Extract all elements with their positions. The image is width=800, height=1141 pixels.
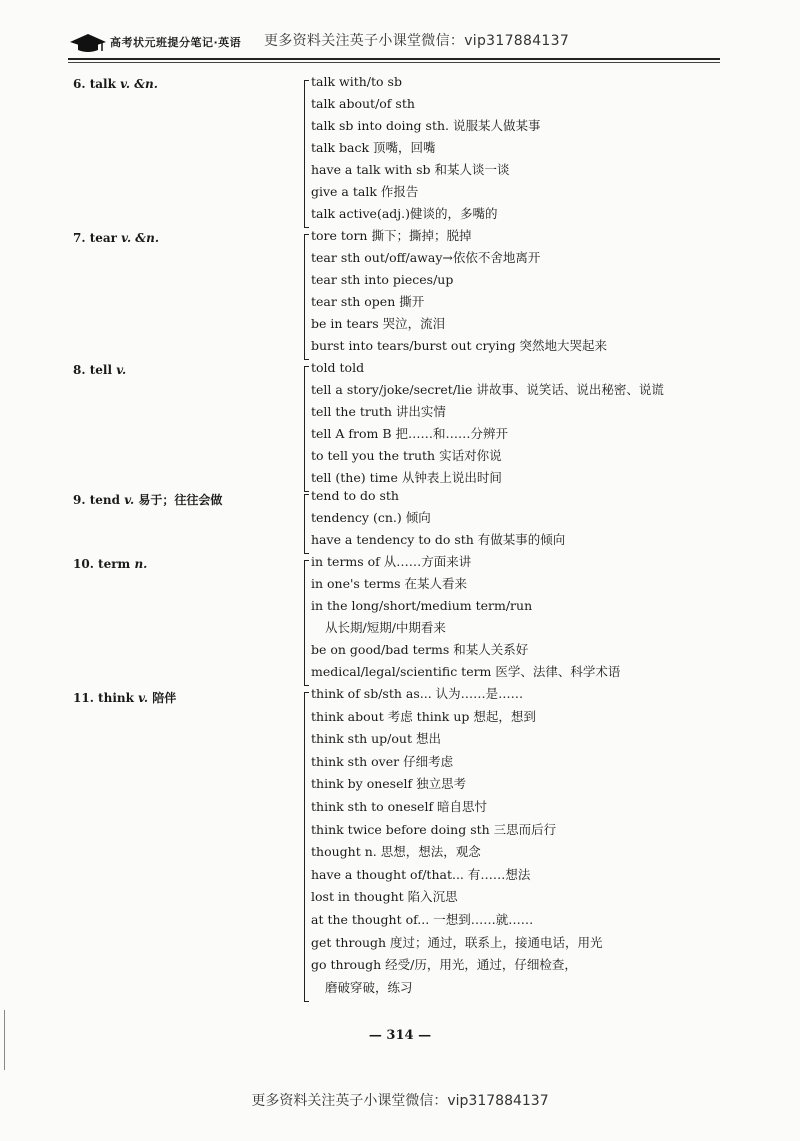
page-number: — 314 — — [368, 1028, 432, 1043]
headword-text: 7. tear — [73, 231, 117, 245]
headword-gloss: 易于；往往会做 — [138, 493, 223, 507]
phrase-line: be in tears 哭泣，流泪 — [311, 316, 446, 331]
phrase-line: think twice before doing sth 三思而后行 — [311, 821, 557, 837]
page-header — [68, 28, 728, 58]
header-divider — [68, 58, 720, 60]
phrase-line: think sth up/out 想出 — [311, 731, 441, 747]
phrase-line: told told — [311, 360, 365, 375]
phrase-line: think by oneself 独立思考 — [311, 776, 467, 792]
phrase-line: get through 度过；通过，联系上，接通电话，用光 — [311, 934, 603, 950]
phrase-line: tendency (cn.) 倾向 — [311, 510, 431, 525]
phrase-line: burst into tears/burst out crying 突然地大哭起来 — [311, 338, 608, 353]
phrase-line: have a tendency to do sth 有做某事的倾向 — [311, 532, 566, 547]
phrase-line: talk with/to sb — [311, 74, 402, 89]
phrase-line: talk back 顶嘴，回嘴 — [311, 140, 436, 155]
phrase-line: think about 考虑 think up 想起，想到 — [311, 708, 536, 724]
phrase-line: tear sth out/off/away→依依不舍地离开 — [311, 250, 541, 265]
phrase-line: be on good/bad terms 和某人关系好 — [311, 642, 529, 657]
headword-gloss: 陪伴 — [152, 691, 177, 705]
part-of-speech: n. — [134, 557, 148, 571]
headword-text: 11. think — [73, 691, 134, 705]
phrase-line: talk about/of sth — [311, 96, 415, 111]
phrase-line: at the thought of... 一想到……就…… — [311, 912, 534, 927]
margin-mark — [4, 1010, 5, 1070]
phrase-line: tear sth into pieces/up — [311, 272, 454, 287]
headword-text: 6. talk — [73, 77, 116, 91]
phrase-line: medical/legal/scientific term 医学、法律、科学术语 — [311, 664, 621, 679]
headword — [73, 231, 159, 245]
phrase-line: think sth to oneself 暗自思忖 — [311, 799, 488, 814]
phrase-line: tell A from B 把……和……分辨开 — [311, 426, 509, 441]
headword-text: 8. tell — [73, 363, 112, 377]
headword-text: 9. tend — [73, 493, 120, 507]
curly-brace — [304, 693, 311, 1001]
part-of-speech: v. — [124, 493, 135, 507]
phrase-line: go through 经受/历，用光，通过，仔细检查， — [311, 957, 577, 973]
phrase-line: have a thought of/that... 有……想法 — [311, 866, 531, 882]
graduation-cap-logo-icon — [68, 30, 108, 52]
phrase-line: to tell you the truth 实话对你说 — [311, 448, 502, 463]
part-of-speech: v. — [116, 363, 127, 377]
phrase-line: give a talk 作报告 — [311, 184, 419, 199]
header-watermark: 更多资料关注英子小课堂微信：vip317884137 — [264, 33, 570, 49]
headword — [73, 363, 126, 377]
curly-brace — [304, 81, 311, 227]
phrase-line: tend to do sth — [311, 488, 399, 503]
phrase-line: think of sb/sth as... 认为……是…… — [311, 686, 524, 701]
phrase-line: tore torn 撕下；撕掉；脱掉 — [311, 228, 472, 243]
phrase-line: in one's terms 在某人看来 — [311, 576, 467, 591]
book-title: 高考状元班提分笔记·英语 — [110, 36, 242, 49]
phrase-line: have a talk with sb 和某人谈一谈 — [311, 162, 510, 177]
part-of-speech: v. &n. — [121, 231, 160, 245]
header-divider-thin — [68, 62, 720, 63]
phrase-line: talk active(adj.)健谈的，多嘴的 — [311, 206, 498, 221]
phrase-line: tell the truth 讲出实情 — [311, 404, 446, 419]
curly-brace — [304, 561, 311, 685]
phrase-line: talk sb into doing sth. 说服某人做某事 — [311, 118, 541, 133]
phrase-line: lost in thought 陷入沉思 — [311, 889, 458, 905]
footer-watermark: 更多资料关注英子小课堂微信：vip317884137 — [251, 1093, 549, 1109]
phrase-line: tell (the) time 从钟表上说出时间 — [311, 470, 502, 485]
headword — [73, 689, 176, 706]
headword — [73, 557, 147, 571]
phrase-line: 磨破穿破，练习 — [325, 979, 413, 995]
headword — [73, 491, 222, 508]
curly-brace — [304, 367, 311, 491]
curly-brace — [304, 495, 311, 553]
phrase-line: in terms of 从……方面来讲 — [311, 554, 472, 569]
phrase-line: think sth over 仔细考虑 — [311, 753, 454, 769]
headword-text: 10. term — [73, 557, 131, 571]
part-of-speech: v. — [138, 691, 149, 705]
part-of-speech: v. &n. — [120, 77, 158, 91]
phrase-line: thought n. 思想，想法，观念 — [311, 844, 481, 860]
phrase-line: 从长期/短期/中期看来 — [325, 620, 446, 635]
phrase-line: tell a story/joke/secret/lie 讲故事、说笑话、说出秘密、说谎 — [311, 382, 664, 397]
phrase-line: in the long/short/medium term/run — [311, 598, 533, 613]
headword — [73, 77, 158, 91]
phrase-line: tear sth open 撕开 — [311, 294, 425, 309]
curly-brace — [304, 235, 311, 359]
